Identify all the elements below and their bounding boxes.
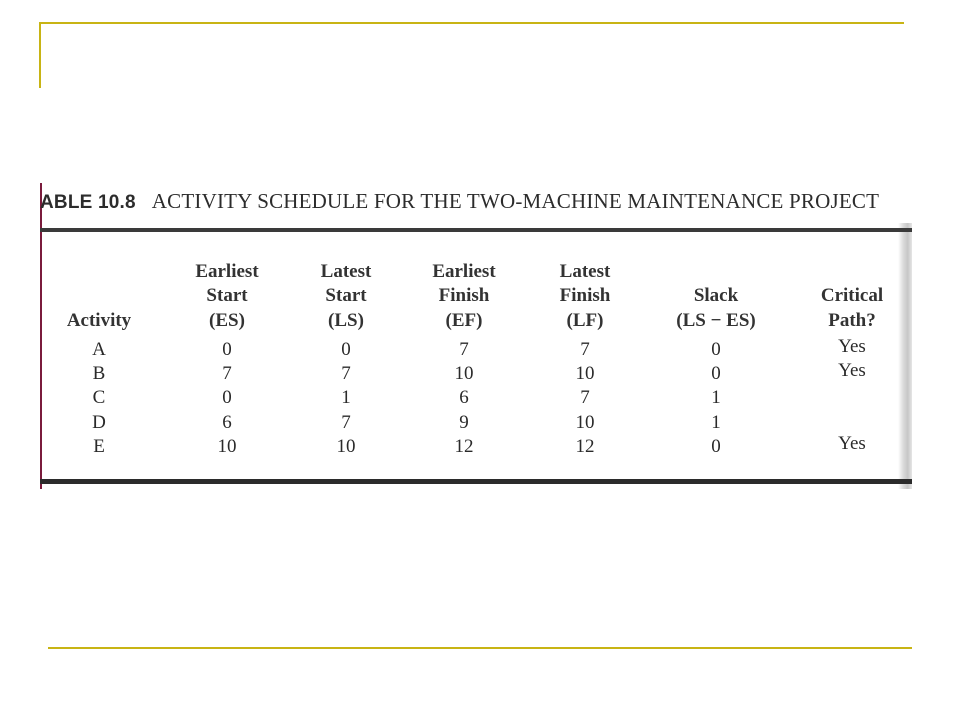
column-header-ef-line-3: (EF) <box>445 309 483 331</box>
slide-top-rule <box>40 22 904 24</box>
cell-slack-row-3: 1 <box>711 387 721 409</box>
column-header-ls-line-1: Latest <box>320 260 372 282</box>
column-header-lf-line-1: Latest <box>559 260 611 282</box>
cell-ef-row-4: 9 <box>459 411 469 433</box>
column-header-es-line-3: (ES) <box>209 309 245 331</box>
cell-ls-row-2: 7 <box>341 363 351 385</box>
cell-lf-row-1: 7 <box>580 339 590 360</box>
cell-ef-row-5: 12 <box>454 435 474 457</box>
column-header-critical-line-2: Path? <box>828 309 876 331</box>
column-header-lf-line-3: (LF) <box>566 309 604 331</box>
column-header-es-line-1: Earliest <box>195 260 259 282</box>
cell-critical-row-5: Yes <box>838 432 866 454</box>
activity-schedule-table <box>40 183 912 489</box>
cell-ef-row-1: 7 <box>459 339 469 360</box>
cell-activity-row-2: B <box>92 363 106 385</box>
cell-slack-row-4: 1 <box>711 411 721 433</box>
column-header-es-line-2: Start <box>206 285 248 306</box>
column-header-ef-line-1: Earliest <box>432 260 496 282</box>
cell-es-row-1: 0 <box>222 339 232 360</box>
column-header-activity-line-1: Activity <box>66 309 132 331</box>
cell-critical-row-1: Yes <box>838 336 866 357</box>
column-header-ef-line-2: Finish <box>438 285 490 306</box>
column-header-critical-line-1: Critical <box>820 285 884 306</box>
slide-left-rule <box>39 22 41 88</box>
table-title: ACTIVITY SCHEDULE FOR THE TWO-MACHINE MAINTENANCE PROJECT <box>151 189 880 213</box>
scanned-table-image <box>40 183 912 489</box>
column-header-slack-line-2: (LS − ES) <box>676 309 756 331</box>
cell-es-row-5: 10 <box>217 435 237 457</box>
cell-es-row-3: 0 <box>222 387 232 409</box>
cell-ls-row-1: 0 <box>341 339 351 360</box>
cell-slack-row-2: 0 <box>711 363 721 385</box>
cell-slack-row-5: 0 <box>711 435 721 457</box>
cell-lf-row-4: 10 <box>575 411 595 433</box>
column-header-lf-line-2: Finish <box>559 285 611 306</box>
slide-bottom-rule <box>48 647 912 649</box>
column-header-ls-line-3: (LS) <box>328 309 364 331</box>
cell-lf-row-2: 10 <box>575 363 595 385</box>
cell-critical-row-2: Yes <box>838 360 866 382</box>
cell-ls-row-5: 10 <box>336 435 356 457</box>
cell-activity-row-4: D <box>92 411 106 433</box>
table-number: ABLE 10.8 <box>40 192 136 213</box>
cell-es-row-4: 6 <box>222 411 232 433</box>
cell-es-row-2: 7 <box>222 363 232 385</box>
cell-lf-row-3: 7 <box>580 387 590 409</box>
cell-ef-row-3: 6 <box>459 387 469 409</box>
cell-activity-row-5: E <box>93 435 105 457</box>
column-header-ls-line-2: Start <box>325 285 367 306</box>
cell-lf-row-5: 12 <box>575 435 595 457</box>
cell-activity-row-3: C <box>92 387 106 409</box>
cell-activity-row-1: A <box>92 339 106 360</box>
cell-ls-row-3: 1 <box>341 387 351 409</box>
column-header-slack-line-1: Slack <box>693 285 739 306</box>
cell-ls-row-4: 7 <box>341 411 351 433</box>
cell-ef-row-2: 10 <box>454 363 474 385</box>
cell-slack-row-1: 0 <box>711 339 721 360</box>
